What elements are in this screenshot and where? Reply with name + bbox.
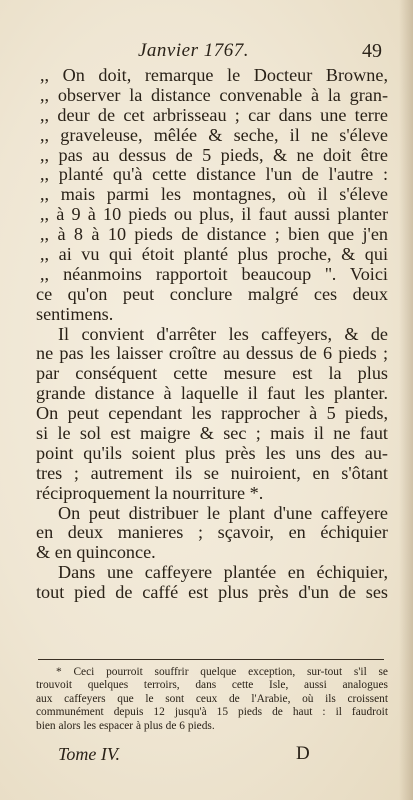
text-line: ,, néanmoins rapportoit beaucoup ''. Voici [40, 263, 388, 284]
text-line: ,, pas au dessus de 5 pieds, & ne doit être [40, 144, 388, 165]
text-line: ,, à 8 à 10 pieds de distance ; bien que j'en [40, 224, 388, 245]
running-head: Janvier 1767. [138, 40, 249, 61]
footnote-line: trouvoit quelques terroirs, dans cette Isle, aussi analogues [36, 679, 388, 692]
text-line: Dans une caffeyere plantée en échiquier, [58, 562, 388, 583]
signature-mark: D [296, 743, 310, 764]
page-header [0, 40, 413, 66]
footnote-line: bien alors les espacer à plus de 6 pieds. [36, 719, 215, 732]
text-line: sentimens. [36, 303, 114, 324]
text-line: ,, ai vu qui étoit planté plus proche, & qui [40, 244, 388, 265]
text-line: point qu'ils soient plus près les uns des au- [36, 442, 388, 463]
text-line: par conséquent cette mesure est la plus [36, 363, 388, 384]
page-number: 49 [362, 40, 382, 62]
text-line: & en quinconce. [36, 542, 156, 563]
text-line: On peut cependant les rapprocher à 5 pieds, [36, 403, 388, 424]
text-line: ce qu'on peut conclure malgré ces deux [36, 283, 388, 304]
text-line: ,, observer la distance convenable à la gran- [40, 84, 388, 105]
text-line: ,, On doit, remarque le Docteur Browne, [40, 65, 388, 85]
text-line: ,, deur de cet arbrisseau ; car dans une terre [40, 104, 388, 125]
text-line: si le sol est maigre & sec ; mais il ne faut [36, 423, 388, 444]
signature-line: Tome IV. [58, 744, 121, 764]
text-line: On peut distribuer le plant d'une caffeyere [58, 502, 388, 523]
text-line: ,, à 9 à 10 pieds ou plus, il faut aussi planter [40, 204, 388, 225]
footnote-line: aux caffeyers que le sont ceux de l'Arabie, où ils croissent [36, 692, 388, 705]
text-line: grande distance à laquelle il faut les planter. [36, 383, 388, 404]
page-edge-shadow [399, 0, 413, 800]
text-line: Il convient d'arrêter les caffeyers, & de [58, 323, 388, 344]
footnote-line: * Ceci pourroit souffrir quelque exception, sur-tout s'il se [56, 666, 388, 678]
footnote-line: communément depuis 12 jusqu'à 15 pieds de haut : il faudroit [36, 706, 388, 719]
text-line: en deux manieres ; sçavoir, en échiquier [36, 522, 388, 543]
text-line: tres ; autrement ils se nuiroient, en s'ôtant [36, 462, 388, 483]
footnote-rule [38, 659, 384, 660]
text-line: tout pied de caffé est plus près d'un de ses [36, 582, 388, 603]
text-line: réciproquement la nourriture *. [36, 482, 264, 503]
text-line: ,, graveleuse, mêlée & seche, il ne s'éleve [40, 124, 388, 145]
text-line: ,, mais parmi les montagnes, où il s'éleve [40, 184, 388, 205]
text-line: ne pas les laisser croître au dessus de 6 pieds ; [36, 343, 388, 364]
main-text [36, 66, 388, 603]
footnote [36, 666, 388, 733]
text-line: ,, planté qu'à cette distance l'un de l'autre : [40, 164, 388, 185]
